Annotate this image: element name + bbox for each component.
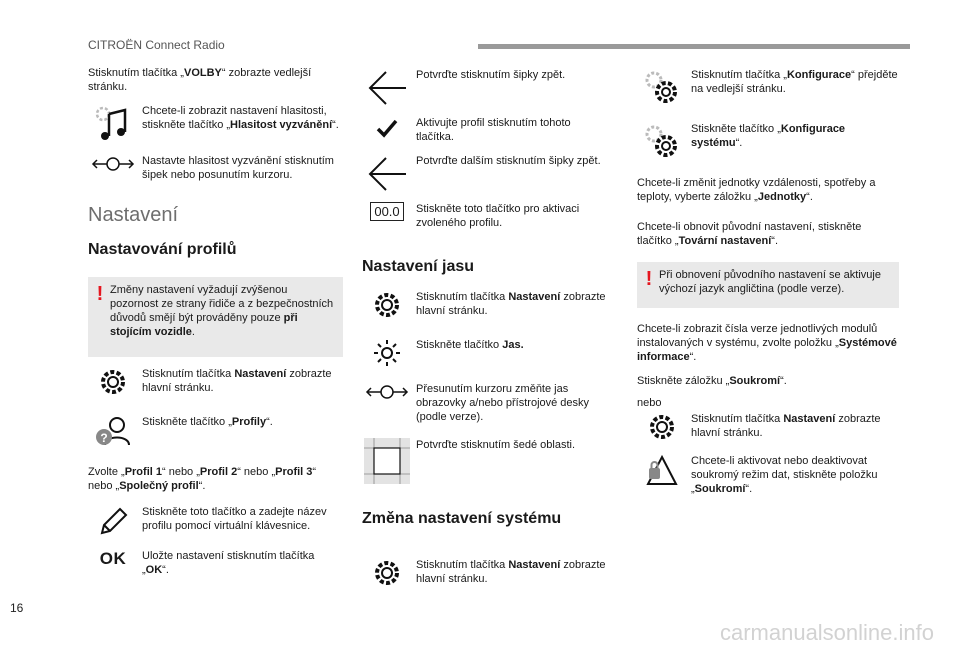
row-privacy-settings: Stisknutím tlačítka Nastavení zobrazte hlavní stránku.: [637, 412, 899, 442]
gear-icon: [362, 290, 412, 320]
row-volume: Chcete-li zobrazit nastavení hlasitosti, stiskněte tlačítko „Hlasitost vyzvánění“.: [88, 104, 343, 144]
factory-reset-text: Chcete-li obnovit původní nastavení, stiskněte tlačítko „Tovární nastavení“.: [637, 221, 862, 247]
or-text: nebo: [637, 397, 662, 409]
row-ok: OK Uložte nastavení stisknutím tlačítka „OK“.: [99, 549, 315, 576]
gear-icon: [637, 412, 687, 442]
pencil-icon: [88, 505, 138, 539]
row-brightness-settings: Stisknutím tlačítka Nastavení zobrazte hlavní stránku.: [362, 290, 607, 320]
volume-slider-text: Nastavte hlasitost vyzvánění stisknutím šipek nebo posunutím kurzoru.: [142, 155, 334, 181]
brightness-heading: Nastavení jasu: [362, 258, 475, 275]
header-bar: [478, 44, 910, 49]
row-pencil: Stiskněte toto tlačítko a zadejte název profilu pomocí virtuální klávesnice.: [88, 505, 343, 539]
version-text: Chcete-li zobrazit čísla verze jednotlivých modulů instalovaných v systému, zvolte položku „Systémové informace“.: [637, 323, 897, 363]
column-2: [362, 68, 607, 588]
back-arrow-icon: [362, 154, 412, 194]
row-private-mode: Chcete-li aktivovat nebo deaktivovat soukromý režim dat, stiskněte položku „Soukromí“.: [637, 454, 899, 496]
row-profiles: ? Stiskněte tlačítko „Profily“.: [88, 415, 343, 447]
intro-text: Stisknutím tlačítka „VOLBY“ zobrazte vedlejší stránku.: [88, 67, 312, 93]
section-title: Nastavení: [88, 204, 179, 226]
check-icon: [362, 116, 412, 140]
row-settings: Stisknutím tlačítka Nastavení zobrazte hlavní stránku.: [88, 367, 343, 397]
ok-button-label: OK: [99, 549, 127, 568]
document-header-title: CITROËN Connect Radio: [88, 38, 225, 52]
back-arrow-icon: [362, 68, 412, 108]
profiles-heading: Nastavování profilů: [88, 241, 237, 258]
row-check: Aktivujte profil stisknutím tohoto tlačítka.: [362, 116, 607, 144]
row-reset: 00.0 Stiskněte toto tlačítko pro aktivaci zvoleného profilu.: [362, 202, 607, 230]
row-volume-slider: [88, 154, 343, 182]
gear-icon: [362, 558, 412, 588]
row-config-1: Stisknutím tlačítka „Konfigurace“ přejděte na vedlejší stránku.: [637, 68, 899, 108]
page-number: 16: [10, 601, 24, 615]
row-config-2: Stiskněte tlačítko „Konfigurace systému“.: [637, 122, 899, 162]
reset-button-label: 00.0: [370, 202, 403, 221]
private-mode-icon: [637, 454, 687, 488]
system-heading: Změna nastavení systému: [362, 510, 562, 527]
row-jas: Stiskněte tlačítko Jas.: [362, 338, 607, 368]
row-brightness-slider: Přesunutím kurzoru změňte jas obrazovky a/nebo přístrojové desky (podle verze).: [362, 382, 607, 424]
choose-profile-text: Zvolte „Profil 1“ nebo „Profil 2“ nebo „Profil 3“ nebo „Společný profil“.: [88, 466, 317, 492]
slider-icon: [88, 154, 138, 174]
column-3: [637, 68, 899, 496]
music-gear-icon: [88, 104, 138, 144]
privacy-tab-text: Stiskněte záložku „Soukromí“.: [637, 375, 787, 387]
row-system-settings: Stisknutím tlačítka Nastavení zobrazte hlavní stránku.: [362, 558, 607, 588]
warning-box: ! Změny nastavení vyžadují zvýšenou pozornost ze strany řidiče a z bezpečnostních důvodů smějí být prováděny pouze při stojícím vozidle.: [88, 277, 343, 357]
row-back-2: Potvrďte dalším stisknutím šipky zpět.: [362, 154, 607, 194]
gear-icon: [88, 367, 138, 397]
slider-icon: [362, 382, 412, 402]
brightness-icon: [362, 338, 412, 368]
svg-text:?: ?: [100, 431, 108, 445]
warning-icon: !: [645, 268, 653, 290]
double-gear-icon: [637, 68, 687, 108]
warning-icon: !: [96, 283, 104, 305]
row-grey-area: Potvrďte stisknutím šedé oblasti.: [362, 438, 607, 484]
column-1: [88, 66, 343, 577]
double-gear-icon: [637, 122, 687, 162]
watermark: carmanualsonline.info: [719, 620, 934, 645]
grey-area-icon: [362, 438, 412, 484]
warning-box: ! Při obnovení původního nastavení se aktivuje výchozí jazyk angličtina (podle verze).: [637, 262, 899, 308]
units-text: Chcete-li změnit jednotky vzdálenosti, spotřeby a teploty, vyberte záložku „Jednotky“.: [637, 177, 876, 203]
row-back-1: Potvrďte stisknutím šipky zpět.: [362, 68, 607, 108]
profile-help-icon: [88, 415, 138, 447]
